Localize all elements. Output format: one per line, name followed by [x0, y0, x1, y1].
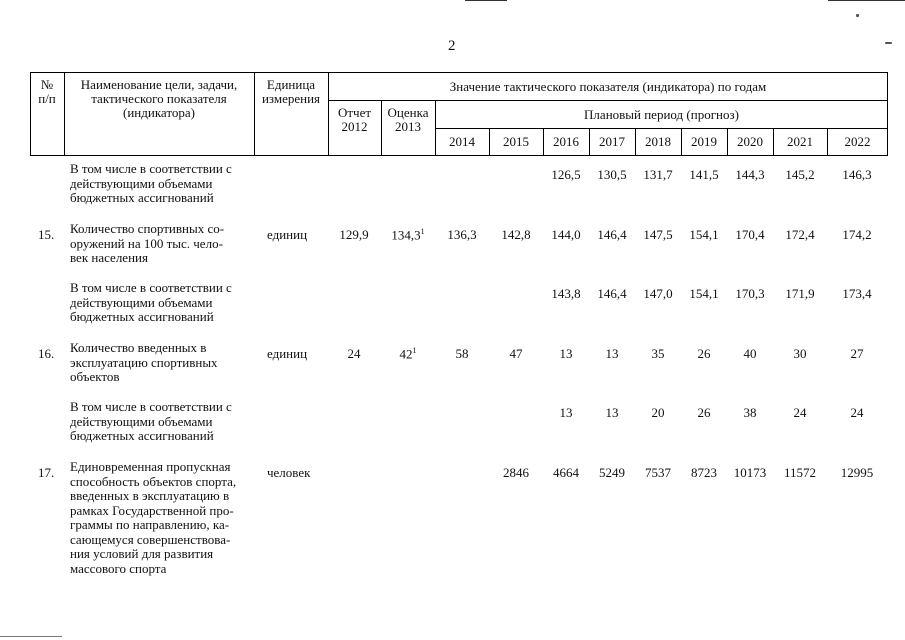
year-value: 143,8 [551, 286, 581, 301]
footnote-mark: 1 [412, 346, 417, 355]
header-num: № п/п [38, 77, 56, 106]
header-estimate: Оценка 2013 [387, 105, 429, 134]
scan-artifact-line [465, 0, 507, 1]
year-value: 173,4 [842, 286, 872, 301]
year-value: 144,3 [735, 167, 765, 182]
year-value: 40 [743, 346, 757, 361]
year-2016: 2016 [553, 134, 579, 149]
row-number: 17. [38, 465, 55, 480]
year-value: 174,2 [842, 227, 872, 242]
page-number: 2 [448, 38, 456, 54]
year-value: 4664 [553, 465, 579, 480]
year-value: 170,3 [735, 286, 765, 301]
year-value: 24 [793, 405, 807, 420]
scan-artifact-dot [885, 42, 892, 44]
year-value: 27 [850, 346, 864, 361]
footnote-mark: 1 [420, 227, 425, 236]
year-value: 26 [697, 405, 711, 420]
grid-line [328, 100, 888, 101]
year-value: 126,5 [551, 167, 581, 182]
year-value: 146,3 [842, 167, 872, 182]
year-value: 130,5 [597, 167, 627, 182]
year-value: 5249 [599, 465, 625, 480]
row-name: В том числе в соответствии с действующими объемами бюджетных ассигнований [70, 399, 232, 443]
row-name: В том числе в соответствии с действующими объемами бюджетных ассигнований [70, 280, 232, 324]
year-value: 47 [509, 346, 523, 361]
year-2014: 2014 [449, 134, 475, 149]
year-value: 141,5 [689, 167, 719, 182]
estimate-2013-value: $42^1$ [399, 346, 417, 362]
year-2015: 2015 [503, 134, 529, 149]
year-value: 171,9 [785, 286, 815, 301]
year-value: 8723 [691, 465, 717, 480]
row-name: Количество введенных в эксплуатацию спортивных объектов [70, 340, 218, 384]
year-value: 24 [850, 405, 864, 420]
year-value: 26 [697, 346, 711, 361]
estimate-2013-value: 134,3$^1$ [391, 227, 425, 243]
year-2020: 2020 [737, 134, 763, 149]
grid-line [435, 128, 888, 129]
year-value: 154,1 [689, 227, 719, 242]
header-unit: Единица измерения [261, 77, 321, 106]
year-value: 172,4 [785, 227, 815, 242]
year-value: 154,1 [689, 286, 719, 301]
year-value: 131,7 [643, 167, 673, 182]
year-value: 146,4 [597, 227, 627, 242]
row-unit: единиц [267, 227, 308, 242]
header-report: Отчет 2012 [337, 105, 372, 134]
row-name: Единовременная пропускная способность объектов спорта, введенных в эксплуатацию в рамках Государственной про- граммы по направлению, ка- сающемуся совершенствова- ния условий для развития массового спорта [70, 459, 237, 576]
report-2012-value: 129,9 [339, 227, 369, 242]
year-value: 13 [605, 346, 619, 361]
year-value: 30 [793, 346, 807, 361]
year-value: 13 [559, 405, 573, 420]
row-name: Количество спортивных со- оружений на 100 тыс. чело- век населения [70, 221, 225, 265]
year-2019: 2019 [691, 134, 717, 149]
year-value: 13 [605, 405, 619, 420]
year-value: 7537 [645, 465, 671, 480]
scan-artifact-dot [856, 14, 859, 17]
scan-artifact-line [828, 0, 905, 1]
year-2017: 2017 [599, 134, 625, 149]
year-value: 146,4 [597, 286, 627, 301]
year-value: 144,0 [551, 227, 581, 242]
year-value: 170,4 [735, 227, 765, 242]
year-value: 20 [651, 405, 665, 420]
year-value: 13 [559, 346, 573, 361]
year-value: 147,0 [643, 286, 673, 301]
year-value: 35 [651, 346, 665, 361]
report-2012-value: 24 [347, 346, 361, 361]
year-value: 136,3 [447, 227, 477, 242]
year-value: 145,2 [785, 167, 815, 182]
row-number: 16. [38, 346, 55, 361]
year-value: 11572 [783, 465, 817, 480]
year-2021: 2021 [787, 134, 813, 149]
year-value: 10173 [733, 465, 767, 480]
year-value: 12995 [840, 465, 874, 480]
year-value: 38 [743, 405, 757, 420]
header-planned: Плановый период (прогноз) [584, 107, 739, 122]
year-2018: 2018 [645, 134, 671, 149]
row-unit: человек [267, 465, 311, 480]
header-name: Наименование цели, задачи, тактического показателя (индикатора) [80, 77, 238, 120]
scan-artifact-line [0, 636, 62, 637]
year-value: 2846 [503, 465, 529, 480]
year-value: 147,5 [643, 227, 673, 242]
year-value: 58 [455, 346, 469, 361]
row-number: 15. [38, 227, 55, 242]
row-name: В том числе в соответствии с действующими объемами бюджетных ассигнований [70, 161, 232, 205]
header-values-title: Значение тактического показателя (индикатора) по годам [449, 79, 767, 94]
year-2022: 2022 [844, 134, 871, 149]
row-unit: единиц [267, 346, 308, 361]
year-value: 142,8 [501, 227, 531, 242]
